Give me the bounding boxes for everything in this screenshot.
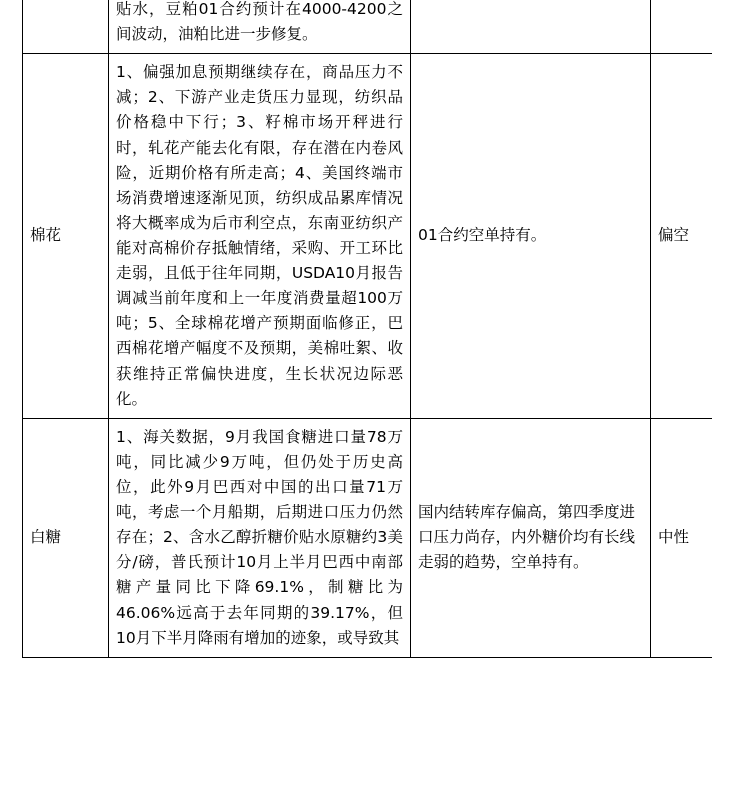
page-margin-left	[0, 0, 22, 808]
cell-strategy	[411, 0, 651, 54]
table-body	[23, 0, 713, 657]
table-row	[23, 418, 713, 657]
cell-logic: 1、偏强加息预期继续存在，商品压力不减；2、下游产业走货压力显现，纺织品价格稳中下行；3、籽棉市场开秤进行时，轧花产能去化有限，存在潜在内卷风险，近期价格有所走高；4、美国终端市场消费增速逐渐见顶，纺织成品累库情况将大概率成为后市利空点，东南亚纺织产能对高棉价存抵触情绪，采购、开工环比走弱，且低于往年同期，USDA10月报告调减当前年度和上一年度消费量超100万吨；5、全球棉花增产预期面临修正，巴西棉花增产幅度不及预期，美棉吐絮、收获维持正常偏快进度，生长状况边际恶化。	[109, 54, 411, 419]
table-row	[23, 0, 713, 54]
cell-view: 中性	[651, 418, 713, 657]
cell-logic: 1、海关数据，9月我国食糖进口量78万吨，同比减少9万吨，但仍处于历史高位，此外9月巴西对中国的出口量71万吨，考虑一个月船期，后期进口压力仍然存在；2、含水乙醇折糖价贴水原糖约3美分/磅，普氏预计10月上半月巴西中南部糖产量同比下降69.1%，制糖比为46.06%远高于去年同期的39.17%，但10月下半月降雨有增加的迹象，或导致其	[109, 418, 411, 657]
cell-strategy: 国内结转库存偏高，第四季度进口压力尚存，内外糖价均有长线走弱的趋势，空单持有。	[411, 418, 651, 657]
commodity-analysis-table	[22, 0, 713, 658]
cell-logic: 贴水，豆粕01合约预计在4000-4200之间波动，油粕比进一步修复。	[109, 0, 411, 54]
cell-strategy: 01合约空单持有。	[411, 54, 651, 419]
cell-view: 偏空	[651, 54, 713, 419]
cell-view	[651, 0, 713, 54]
cell-commodity-name: 白糖	[23, 418, 109, 657]
page-margin-right	[712, 0, 730, 808]
cell-commodity-name	[23, 0, 109, 54]
table-row	[23, 54, 713, 419]
cell-commodity-name: 棉花	[23, 54, 109, 419]
